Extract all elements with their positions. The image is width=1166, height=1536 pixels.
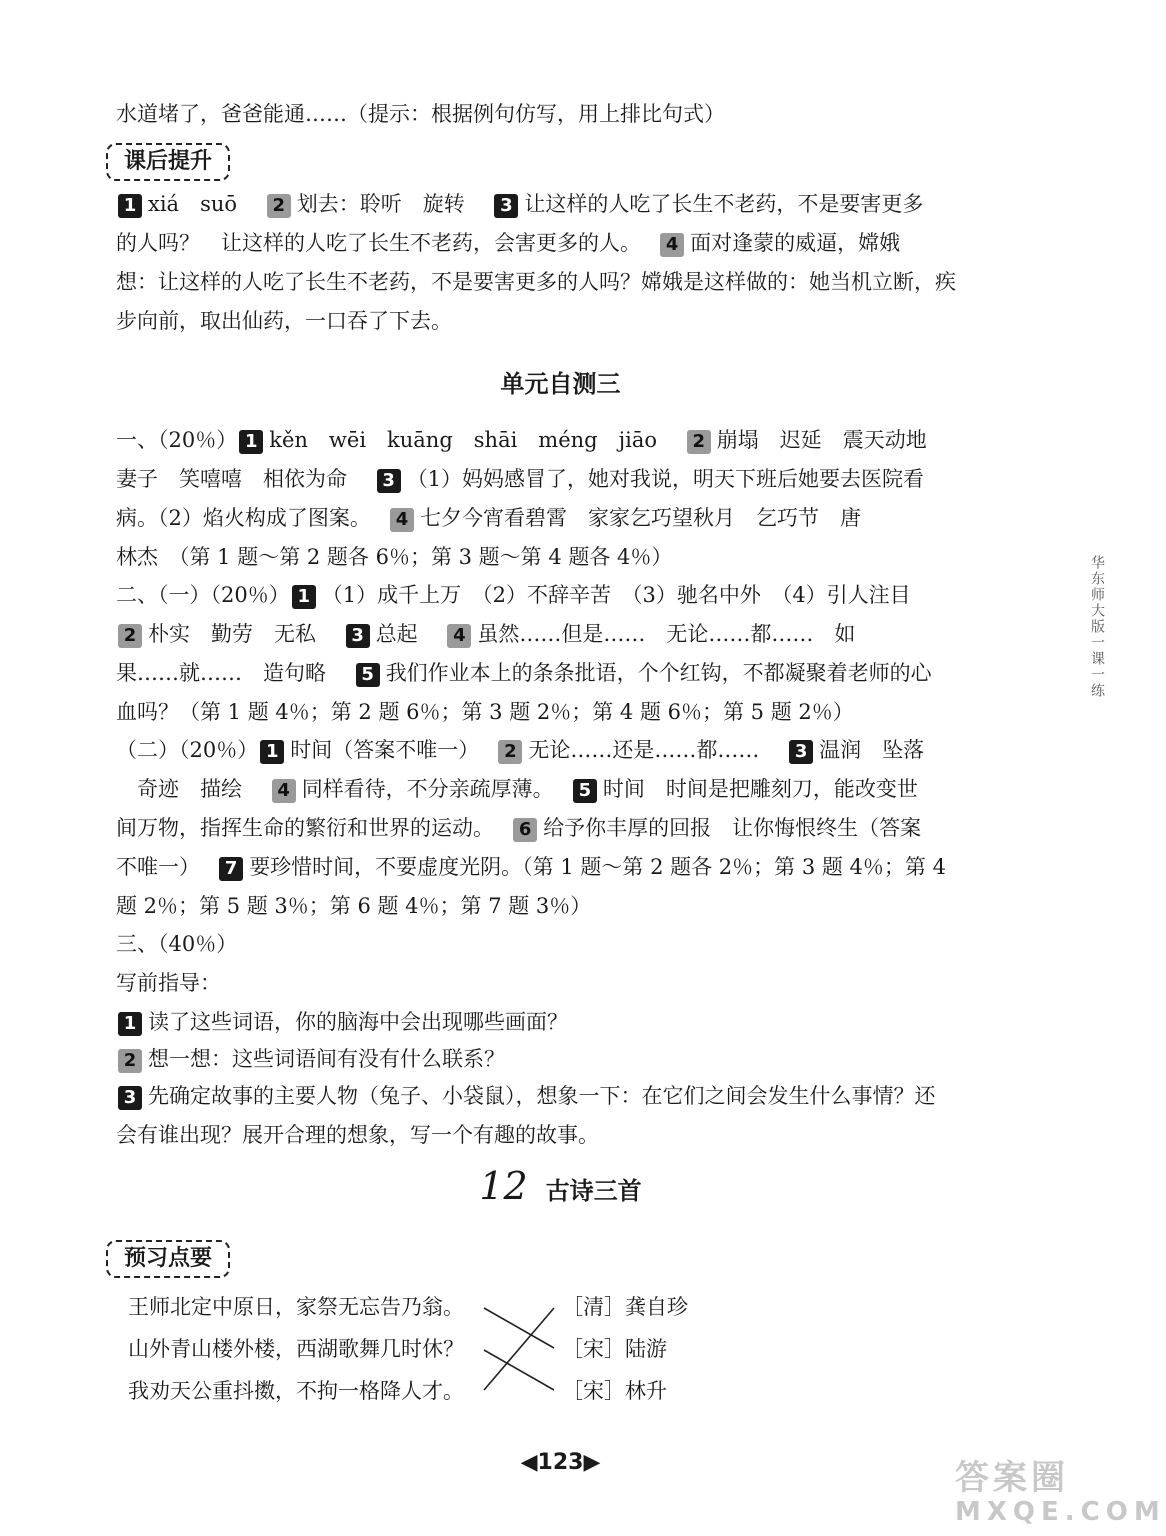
question-number-2-icon: 2 xyxy=(267,194,291,218)
question-number-4-icon: 4 xyxy=(660,233,684,257)
question-number-3-icon: 3 xyxy=(494,194,518,218)
question-number-3-icon: 3 xyxy=(377,469,401,493)
question-number-1-icon: 1 xyxy=(118,1012,142,1036)
part2-line-4: 血吗？（第 1 题 4％；第 2 题 6％；第 3 题 2％；第 4 题 6％；第 5 题 2％） xyxy=(116,700,854,724)
answer-text: 妻子 笑嘻嘻 相依为命 xyxy=(116,467,347,491)
answer-text: 奇迹 描绘 xyxy=(137,777,242,801)
question-number-1-icon: 1 xyxy=(118,194,142,218)
section-tag-after-class: 课后提升 xyxy=(106,143,230,181)
part1-line-2 xyxy=(116,461,996,497)
question-number-5-icon: 5 xyxy=(573,779,597,803)
part-label: 一、（20％） xyxy=(116,428,238,452)
question-number-5-icon: 5 xyxy=(356,663,380,687)
question-number-3-icon: 3 xyxy=(346,624,370,648)
poem-author-1: ［清］龚自珍 xyxy=(562,1295,688,1319)
answer-text: 我们作业本上的条条批语，个个红钩，不都凝聚着老师的心 xyxy=(385,661,932,685)
answer-text: 时间 时间是把雕刻刀，能改变世 xyxy=(602,777,918,801)
answer-text: 七夕今宵看碧霄 家家乞巧望秋月 乞巧节 唐 xyxy=(420,506,862,530)
after-class-line-4: 步向前，取出仙药，一口吞了下去。 xyxy=(116,309,452,333)
answer-text: 读了这些词语，你的脑海中会出现哪些画面？ xyxy=(148,1010,568,1034)
question-number-3-icon: 3 xyxy=(789,740,813,764)
question-number-6-icon: 6 xyxy=(513,818,537,842)
question-number-2-icon: 2 xyxy=(687,430,711,454)
question-number-1-icon: 1 xyxy=(260,740,284,764)
part1-line-4: 林杰 （第 1 题～第 2 题各 6％；第 3 题～第 4 题各 4％） xyxy=(116,545,673,569)
part3-line-5: 题 2％；第 5 题 3％；第 6 题 4％；第 7 题 3％） xyxy=(116,894,592,918)
lesson-heading xyxy=(0,1164,1121,1208)
answer-text: 间万物，指挥生命的繁衍和世界的运动。 xyxy=(116,816,484,840)
answer-text: 病。（2）焰火构成了图案。 xyxy=(116,506,361,530)
answer-text: 要珍惜时间，不要虚度光阴。（第 1 题～第 2 题各 2％；第 3 题 4％；第 4 xyxy=(249,855,946,879)
answer-text: 让这样的人吃了长生不老药，不是要害更多 xyxy=(524,192,924,216)
answer-text: 的人吗？ 让这样的人吃了长生不老药，会害更多的人。 xyxy=(116,231,631,255)
unit-title: 单元自测三 xyxy=(500,370,621,398)
poem-author-3: ［宋］林升 xyxy=(562,1379,667,1403)
answer-text: 果……就…… 造句略 xyxy=(116,661,326,685)
part1-line-3 xyxy=(116,500,996,536)
part4-line-1: 三、（40％） xyxy=(116,932,238,956)
part3-line-3 xyxy=(116,810,996,846)
part3-line-4 xyxy=(116,849,996,885)
answer-text: 崩塌 迟延 震天动地 xyxy=(716,428,927,452)
answer-text: 同样看待，不分亲疏厚薄。 xyxy=(301,777,544,801)
part4-line-6: 会有谁出现？展开合理的想象，写一个有趣的故事。 xyxy=(116,1123,599,1147)
after-class-line-2 xyxy=(116,225,996,261)
part3-line-1 xyxy=(116,732,996,768)
part-label: （二）（20％） xyxy=(116,738,259,762)
poem-line-2: 山外青山楼外楼，西湖歌舞几时休？ xyxy=(128,1337,464,1361)
part4-line-5 xyxy=(116,1078,996,1114)
answer-text: 想一想：这些词语间有没有什么联系？ xyxy=(148,1047,505,1071)
watermark-url: MXQE.COM xyxy=(955,1497,1166,1527)
question-number-4-icon: 4 xyxy=(390,508,414,532)
answer-text: 温润 坠落 xyxy=(819,738,925,762)
part4-line-3 xyxy=(116,1004,996,1040)
part4-line-4 xyxy=(116,1041,996,1077)
answer-text: 无论……还是……都…… xyxy=(528,738,760,762)
poem-author-2: ［宋］陆游 xyxy=(562,1337,667,1361)
watermark-text: 答案圈 xyxy=(955,1458,1069,1498)
question-number-7-icon: 7 xyxy=(219,857,243,881)
question-number-1-icon: 1 xyxy=(292,585,316,609)
top-line: 水道堵了，爸爸能通……（提示：根据例句仿写，用上排比句式） xyxy=(116,102,725,126)
answer-text: xiá suō xyxy=(148,192,238,216)
part2-line-3 xyxy=(116,655,996,691)
question-number-1-icon: 1 xyxy=(239,430,263,454)
question-number-3-icon: 3 xyxy=(118,1086,142,1110)
side-book-label: 华东师大版一课一练 xyxy=(1089,555,1105,699)
part-label: 二、（一）（20％） xyxy=(116,583,290,607)
part2-line-1 xyxy=(116,577,996,613)
answer-text: 朴实 勤劳 无私 xyxy=(148,622,316,646)
answer-text: 不唯一） xyxy=(116,855,190,879)
question-number-4-icon: 4 xyxy=(272,779,296,803)
part4-line-2: 写前指导： xyxy=(116,971,221,995)
answer-text: kěn wēi kuāng shāi méng jiāo xyxy=(269,428,658,452)
section-tag-preview: 预习点要 xyxy=(106,1240,230,1278)
match-line xyxy=(484,1350,554,1390)
part1-line-1 xyxy=(116,422,996,458)
answer-text: 面对逢蒙的威逼，嫦娥 xyxy=(690,231,901,255)
part2-line-2 xyxy=(116,616,996,652)
watermark xyxy=(955,1458,1166,1528)
poem-line-1: 王师北定中原日，家祭无忘告乃翁。 xyxy=(128,1295,464,1319)
lesson-title: 古诗三首 xyxy=(545,1177,642,1205)
poem-line-3: 我劝天公重抖擞，不拘一格降人才。 xyxy=(128,1379,464,1403)
answer-text: 总起 xyxy=(375,622,418,646)
answer-text: 划去：聆听 旋转 xyxy=(296,192,465,216)
question-number-2-icon: 2 xyxy=(118,1049,142,1073)
match-line xyxy=(484,1308,554,1390)
answer-text: （1）成千上万 （2）不辞辛苦 （3）驰名中外 （4）引人注目 xyxy=(321,583,911,607)
question-number-2-icon: 2 xyxy=(498,740,522,764)
match-line xyxy=(484,1308,554,1348)
answer-text: 时间（答案不唯一） xyxy=(290,738,469,762)
answer-text: 先确定故事的主要人物（兔子、小袋鼠），想象一下：在它们之间会发生什么事情？还 xyxy=(148,1084,936,1108)
answer-text: （1）妈妈感冒了，她对我说，明天下班后她要去医院看 xyxy=(406,467,925,491)
after-class-line-1 xyxy=(116,186,996,222)
page-number: ◀123▶ xyxy=(520,1450,601,1475)
answer-text: 给予你丰厚的回报 让你悔恨终生（答案 xyxy=(543,816,922,840)
matching-lines xyxy=(480,1296,560,1406)
answer-text: 虽然……但是…… 无论……都…… 如 xyxy=(477,622,856,646)
lesson-number: 12 xyxy=(479,1164,528,1208)
question-number-4-icon: 4 xyxy=(447,624,471,648)
question-number-2-icon: 2 xyxy=(118,624,142,648)
part3-line-2 xyxy=(116,771,996,807)
after-class-line-3: 想：让这样的人吃了长生不老药，不是要害更多的人吗？嫦娥是这样做的：她当机立断，疾 xyxy=(116,270,956,294)
